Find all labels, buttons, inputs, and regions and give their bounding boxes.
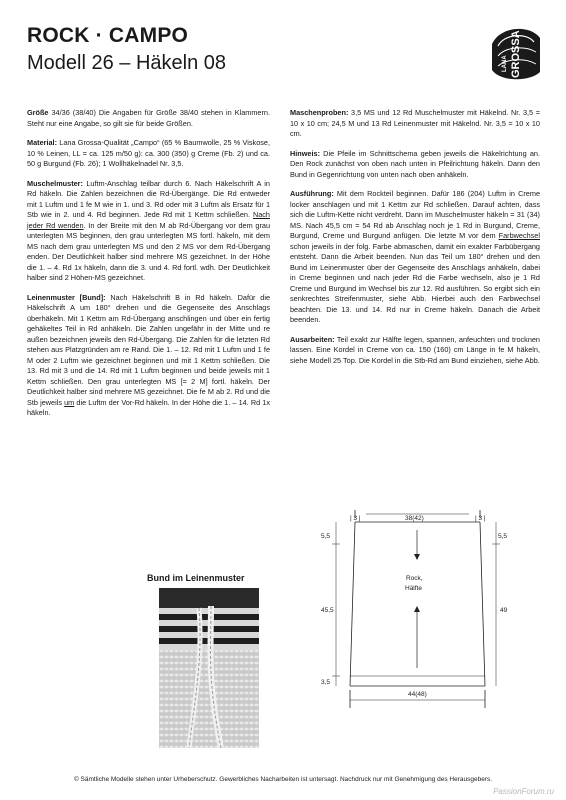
schema-label-rock: Rock, bbox=[406, 575, 423, 582]
muschelmuster-paragraph bbox=[27, 179, 270, 284]
ausarbeiten-paragraph bbox=[290, 335, 540, 367]
leinenmuster-label: Leinenmuster [Bund]: bbox=[27, 292, 106, 302]
muschelmuster-underlined: Nach jeder Rd wenden bbox=[27, 210, 270, 230]
lana-grossa-logo bbox=[486, 22, 544, 84]
schema-left-height: 45,5 bbox=[321, 607, 334, 614]
maschenproben-text: 3,5 MS und 12 Rd Muschelmuster mit Häkelnd. Nr. 3,5 = 10 x 10 cm; 24,5 M und 13 Rd Leinenmuster mit Häkelnd. Nr. 3,5 = 10 x 10 cm. bbox=[290, 108, 540, 138]
page-subtitle: Modell 26 – Häkeln 08 bbox=[27, 52, 227, 74]
maschenproben-paragraph bbox=[290, 108, 540, 140]
schema-right-height: 49 bbox=[500, 607, 508, 614]
schema-top-right: | 3 | bbox=[475, 515, 486, 522]
logo-text-lana: LANA bbox=[502, 55, 508, 72]
schema-label-haelfte: Hälfte bbox=[405, 585, 422, 592]
schema-right-top: 5,5 bbox=[498, 533, 508, 540]
ausfuehrung-underlined: Farbwechsel bbox=[498, 231, 540, 240]
muschelmuster-text-b: . In der Breite mit den M ab Rd-Übergang vor dem grau unterlegten MS beginnen, den grau unterlegten MS fortl. häkeln, mit dem MS nach dem grau unterlegten MS und den 2 MS vor dem Rd-Übergang enden. Der Deutlichkeit halber sind mehrere MS gezeichnet. In der Höhe die 1. – 4. Rd 1x häkeln, dann die 3. und 4. Rd fortl. wdh. Der Deutlichkeit halber sind 2 Höhen-MS gezeichnet. bbox=[27, 220, 271, 282]
material-paragraph bbox=[27, 138, 270, 170]
ausarbeiten-text: Teil exakt zur Hälfte legen, spannen, anfeuchten und trocknen lassen. Eine Kordel in Creme von ca. 150 (160) cm Länge in fe M häkeln, siehe Modell 25 Top. Die Kordel in die Stb-Rd am Bund einziehen, siehe Abb. bbox=[290, 334, 540, 365]
leinenmuster-text-b: die Luftm der Vor-Rd häkeln. In der Höhe die 1. – 14. Rd 1x häkeln. bbox=[27, 397, 271, 417]
material-text: Lana Grossa-Qualität „Campo“ (65 % Baumwolle, 25 % Viskose, 10 % Leinen, LL = ca. 125 m/50 g): ca. 300 (350) g Creme (Fb. 2) und ca. 50 g Burgund (Fb. 26); 1 Wollhäkelnadel Nr. 3,5. bbox=[27, 138, 270, 168]
groesse-text: 34/36 (38/40) Die Angaben für Größe 38/40 stehen in Klammern. Steht nur eine Angabe, so gilt sie für beide Größen. bbox=[27, 108, 270, 128]
right-column bbox=[290, 108, 540, 375]
logo-text-grossa: GROSSA bbox=[510, 30, 522, 78]
groesse-paragraph bbox=[27, 108, 270, 129]
ausfuehrung-paragraph bbox=[290, 189, 540, 326]
ausfuehrung-text-a: Mit dem Rockteil beginnen. Dafür 186 (204) Luftm in Creme locker anschlagen und mit 1 Kettm zur Rd schließen. Darauf achten, dass sich die Luftm-Kette nicht verdreht. Dann im Muschelmuster häkeln = 31 (34) MS. Nach 45,5 cm = 54 Rd ab Anschlag noch je 1 Rd in Burgund, Creme, Burgund, Creme und Burgund anfügen. Die letzte M vor dem bbox=[290, 189, 540, 240]
hinweis-text: Die Pfeile im Schnittschema geben jeweils die Häkelrichtung an. Den Rock zunächst von oben nach unten in Pfeilrichtung häkeln. Dann den Bund in Gegenrichtung von unten nach oben anhäkeln. bbox=[290, 148, 540, 179]
bund-photo bbox=[159, 588, 259, 748]
hinweis-label: Hinweis: bbox=[290, 148, 321, 158]
photo-caption: Bund im Leinenmuster bbox=[147, 573, 245, 583]
groesse-label: Größe bbox=[27, 108, 49, 117]
leinenmuster-paragraph bbox=[27, 293, 270, 419]
hinweis-paragraph bbox=[290, 149, 540, 181]
ausfuehrung-label: Ausführung: bbox=[290, 189, 334, 198]
left-column bbox=[27, 108, 270, 428]
copyright-footer: © Sämtliche Modelle stehen unter Urheberschutz. Gewerbliches Nacharbeiten ist untersagt. Nachdruck nur mit Genehmigung des Herausgebers. bbox=[73, 776, 493, 783]
schema-bottom-width: 44(48) bbox=[408, 691, 427, 698]
ausfuehrung-text-b: schon jeweils in der folg. Farbe abmaschen, damit ein exakter Farbübergang entsteht. Dann die Arbeit beenden. Nun das Teil um 180° drehen und den Bund im Leinenmuster über der Gegenseite des Anschlags anhäkeln, dabei in Creme beginnen und nach jeder Rd die Farbe wechseln, also je 1 Rd Creme und Burgund im Wechsel bis zur 12. Rd ausführen. So ergibt sich ein senkrechtes Streifenmuster, siehe Abb. Hierbei auch den Farbwechsel beachten. Die 13. und 14. Rd nur in Creme häkeln. Danach die Arbeit beenden. bbox=[290, 241, 540, 324]
maschenproben-label: Maschenproben: bbox=[290, 108, 349, 117]
schema-top-width: 38(42) bbox=[405, 515, 424, 522]
schema-left-bottom: 3,5 bbox=[321, 679, 331, 686]
muschelmuster-text-a: Luftm-Anschlag teilbar durch 6. Nach Häkelschrift A in Rd häkeln. Die Zahlen bezeichnen die Rd-Übergänge. Die Rd entweder mit 1 Luftm und 1 fe M wie in 1. und 3. Rd oder mit 3 Luftm als Ersatz für 1 Stb wie in 2. und 4. Rd beginnen. Jede Rd mit 1 Kettm schließen. bbox=[27, 178, 270, 219]
leinenmuster-underlined: um bbox=[64, 397, 75, 407]
muschelmuster-label: Muschelmuster: bbox=[27, 178, 83, 188]
ausarbeiten-label: Ausarbeiten: bbox=[290, 334, 335, 344]
watermark: PassionForum.ru bbox=[493, 787, 554, 796]
schnittschema bbox=[320, 508, 520, 718]
material-label: Material: bbox=[27, 138, 58, 147]
page-title: ROCK · CAMPO bbox=[27, 24, 189, 47]
leinenmuster-text-a: Nach Häkelschrift B in Rd häkeln. Dafür die Häkelschrift A um 180° drehen und die Gegenseite des Anschlags überhäkeln. Mit 1 Kettm am Rd-Übergang anschlingen und über ein fertig gehäkeltes Teil in Rd anhäkeln. Die Zahlen ungefähr in der Mitte und re außen bezeichnen jeweils den Rd-Übergang. Die Zahlen für die letzten Rd stehen aus Platzgründen am re Rand. Die 1. – 12. Rd mit 1 Luftm und 1 fe M oder 2 Luftm wie gezeichnet beginnen und mit 1 Kettm schließen. Die 13. Rd mit 3 und die 14. Rd mit 1 Luftm beginnen und beide jeweils mit 1 Kettm schließen. Den grau unterlegten MS [= 2 M] fortl. häkeln. Der Deutlichkeit halber sind mehrere MS gezeichnet. Die fe M ab 2. Rd und die Stb jeweils bbox=[27, 292, 271, 407]
schema-top-left: | 3 | bbox=[350, 515, 361, 522]
schema-left-top: 5,5 bbox=[321, 533, 331, 540]
